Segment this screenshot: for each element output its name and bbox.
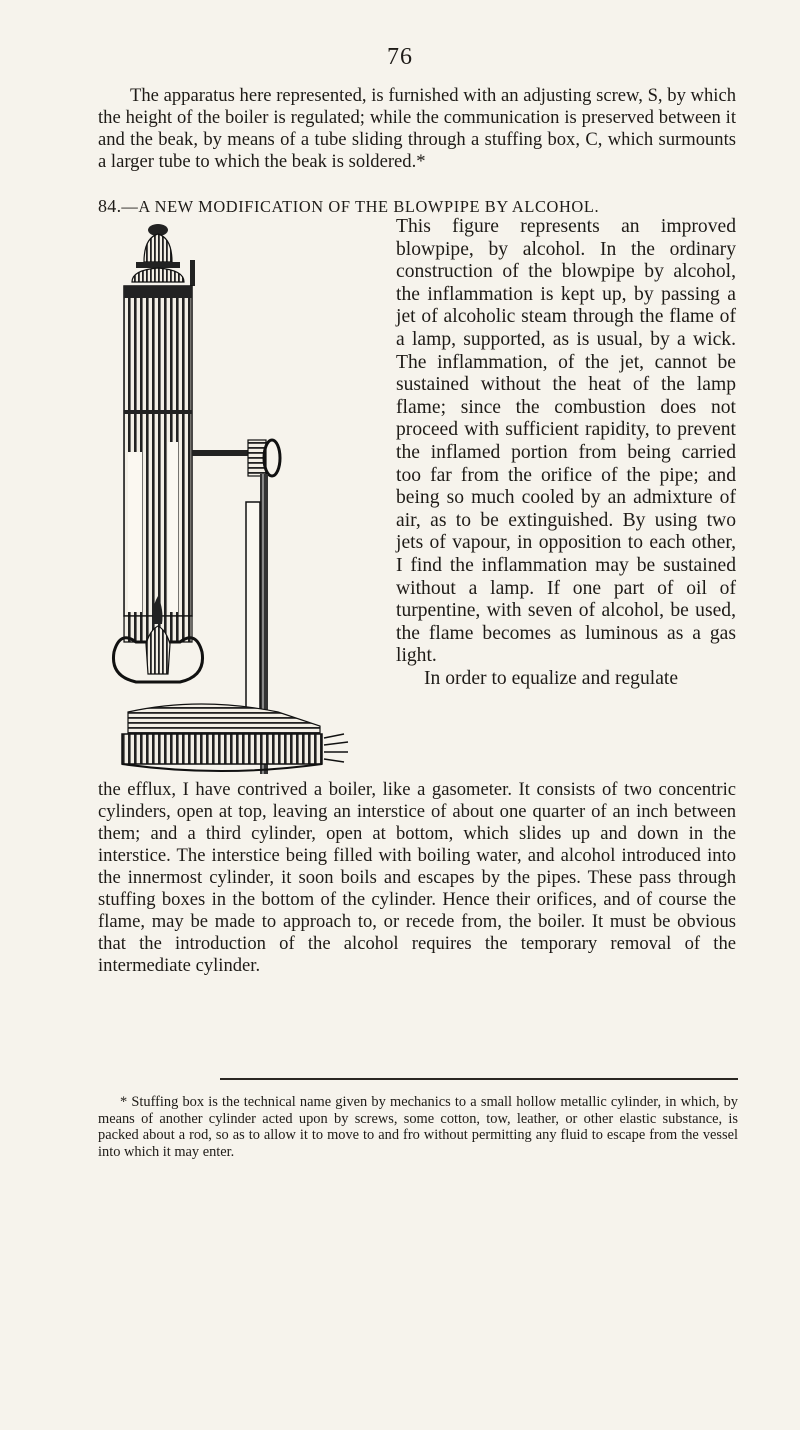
boiler-cap: [132, 224, 195, 286]
page-number: 76: [387, 44, 413, 70]
column-paragraph-1: This figure represents an improved blowpipe, by alcohol. In the ordinary construction of the blowpipe by alcohol, the inflammation is kept up, by passing a jet of alcoholic steam through the flame of a lamp, supported, as is usual, by a wick. The inflammation, of the jet, cannot be sustained without the heat of the lamp flame; since the combustion does not proceed with sufficient rapidity, to prevent the inflamed portion from being carried too far from the orifice of the pipe; and being so much cooled by an admixture of air, as to be extinguished. By using two jets of vapour, in opposition to each other, I find the inflammation may be sustained without a lamp. If one part of oil of turpentine, with seven of alcohol, be used, the flame becomes as luminous as a gas light.: [396, 216, 736, 667]
footnote-divider: [220, 1078, 738, 1080]
column-paragraph-2: In order to equalize and regulate: [424, 667, 679, 689]
section-title: —A NEW MODIFICATION OF THE BLOWPIPE BY ALCOHOL.: [121, 197, 600, 216]
continued-paragraph: the efflux, I have contrived a boiler, like a gasometer. It consists of two concentric cylinders, open at top, leaving an interstice of about one quarter of an inch between them; and a third cylinder, open at bottom, which slides up and down in the interstice. The interstice being filled with boiling water, and alcohol introduced into the innermost cylinder, it soon boils and escapes by the pipes. These pass through stuffing boxes in the bottom of the cylinder. Hence their orifices, and of course the flame, may be made to approach to, or recede from, the boiler. It must be obvious that the introduction of the alcohol requires the temporary removal of the intermediate cylinder.: [98, 779, 736, 976]
support-rod: [246, 502, 260, 712]
boiler-cylinder: [124, 286, 192, 616]
blowpipe-illustration: [110, 212, 402, 778]
intro-paragraph: The apparatus here represented, is furnished with an adjusting screw, S, by which the height of the boiler is regulated; while the communication is preserved between it and the beak, by means of a tube sliding through a stuffing box, C, which surmounts a larger tube to which the beak is soldered.*: [98, 85, 736, 172]
footnote: * Stuffing box is the technical name given by mechanics to a small hollow metallic cylinder, in which, by means of another cylinder acted upon by screws, some cotton, tow, leather, or other elastic substance, is packed about a rod, so as to allow it to move to and fro without permitting any fluid to escape from the vessel into which it may enter.: [98, 1094, 738, 1160]
section-number: 84.: [98, 196, 122, 216]
stand-base: [122, 704, 348, 771]
figure-side-text: [396, 216, 736, 690]
